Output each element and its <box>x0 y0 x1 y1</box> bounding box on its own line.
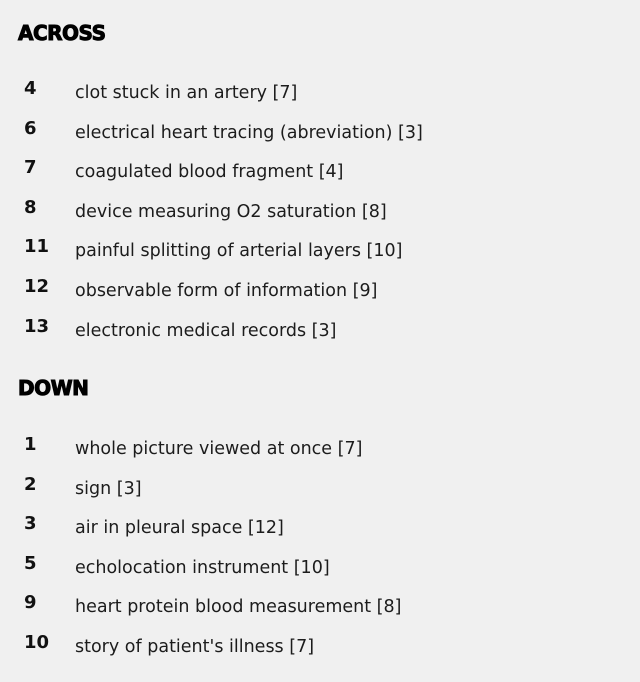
clue-text: air in pleural space [12] <box>75 518 284 539</box>
down-clue <box>0 434 620 474</box>
down-clue <box>0 474 620 514</box>
clue-text: electronic medical records [3] <box>75 320 337 341</box>
across-clue <box>0 118 620 158</box>
down-clue <box>0 553 620 593</box>
down-clue <box>0 632 620 672</box>
clue-text: device measuring O2 saturation [8] <box>75 201 387 222</box>
across-clue <box>0 236 620 276</box>
clue-text: observable form of information [9] <box>75 280 378 301</box>
down-clue <box>0 592 620 632</box>
down-heading: DOWN <box>18 376 89 400</box>
across-clue <box>0 157 620 197</box>
down-clue <box>0 513 620 553</box>
clue-text: clot stuck in an artery [7] <box>75 83 298 103</box>
clue-number: 8 <box>24 196 37 218</box>
across-heading: ACROSS <box>18 21 106 45</box>
clue-number: 4 <box>24 78 37 99</box>
across-clue <box>0 78 620 118</box>
clue-number: 13 <box>24 315 50 337</box>
clue-text: sign [3] <box>75 478 142 499</box>
clue-number: 11 <box>24 236 50 258</box>
across-clue <box>0 316 620 356</box>
across-clue-list <box>0 78 620 355</box>
clue-number: 2 <box>24 473 37 495</box>
clue-number: 12 <box>24 275 50 297</box>
clue-number: 10 <box>24 631 50 653</box>
clue-number: 5 <box>24 552 37 574</box>
clue-number: 6 <box>24 117 37 139</box>
clue-number: 9 <box>24 592 37 614</box>
across-clue <box>0 276 620 316</box>
clue-number: 1 <box>24 434 37 455</box>
clue-text: story of patient's illness [7] <box>75 636 315 657</box>
clue-text: whole picture viewed at once [7] <box>75 439 363 459</box>
clue-text: electrical heart tracing (abreviation) [3] <box>75 122 423 143</box>
clue-text: painful splitting of arterial layers [10] <box>75 241 403 262</box>
clue-number: 7 <box>24 157 37 179</box>
down-clue-list <box>0 434 620 672</box>
across-clue <box>0 197 620 237</box>
clue-text: echolocation instrument [10] <box>75 557 330 578</box>
clue-text: heart protein blood measurement [8] <box>75 597 402 618</box>
clue-text: coagulated blood fragment [4] <box>75 162 344 183</box>
clue-number: 3 <box>24 513 37 535</box>
